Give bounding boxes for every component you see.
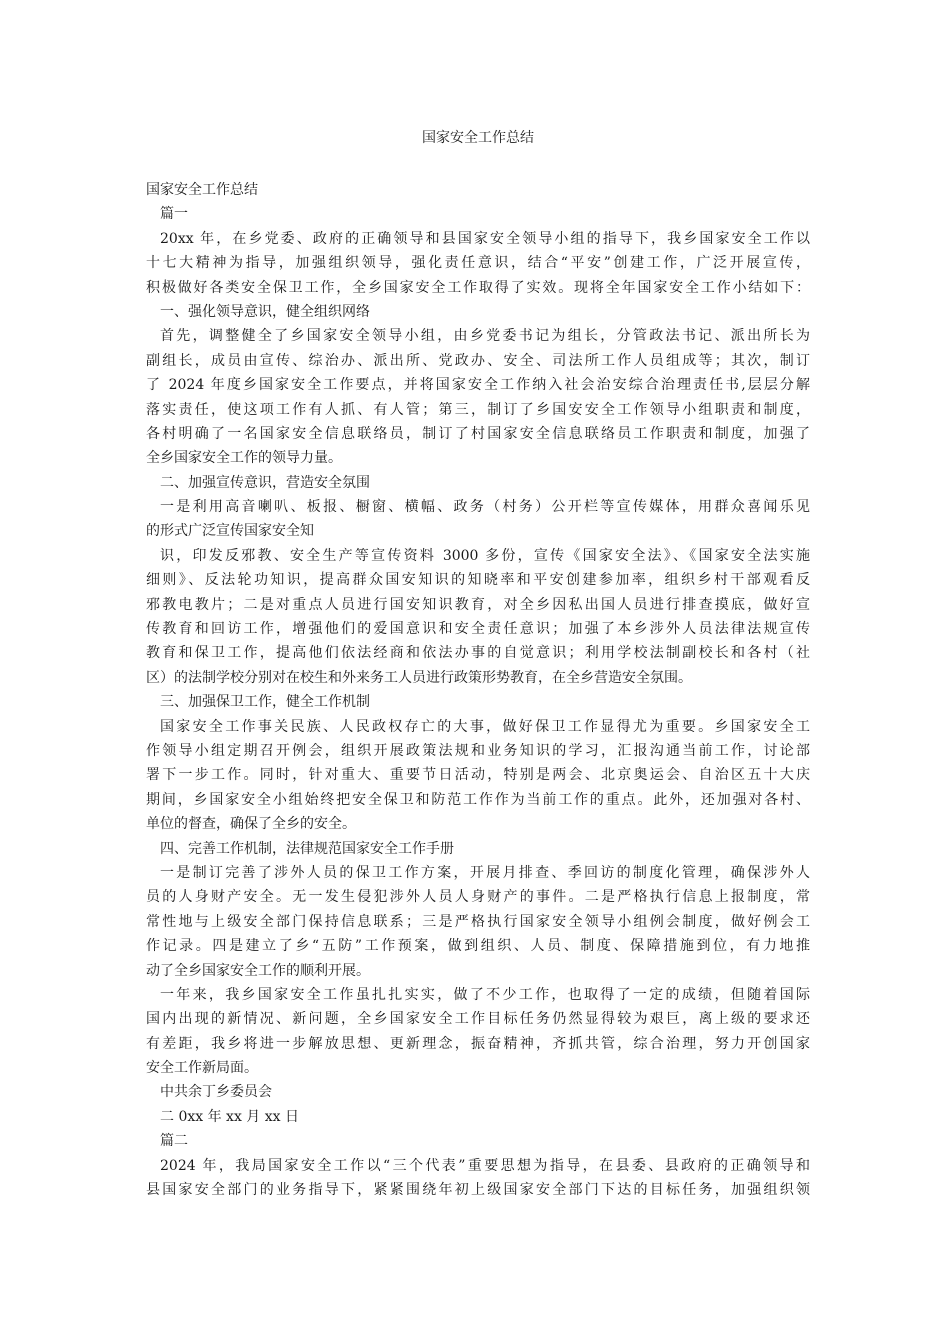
- paragraph-line: 二 0xx 年 xx 月 xx 日: [160, 1108, 299, 1125]
- paragraph-line: 邪教电教片；二是对重点人员进行国安知识教育，对全乡因私出国人员进行排查摸底，做好宣: [146, 596, 810, 613]
- paragraph-line: 首先，调整健全了乡国家安全领导小组，由乡党委书记为组长，分管政法书记、派出所长为: [160, 328, 810, 345]
- paragraph-line: 署下一步工作。同时，针对重大、重要节日活动，特别是两会、北京奥运会、自治区五十大庆: [146, 767, 810, 784]
- paragraph-line: 三、加强保卫工作，健全工作机制: [160, 694, 370, 711]
- paragraph-line: 一、强化领导意识，健全组织网络: [160, 303, 370, 320]
- paragraph-line: 积极做好各类安全保卫工作，全乡国家安全工作取得了实效。现将全年国家安全工作小结如下：: [146, 279, 810, 296]
- paragraph-line: 动了全乡国家安全工作的顺利开展。: [146, 962, 370, 979]
- paragraph-line: 国家安全工作总结: [146, 182, 258, 198]
- paragraph-line: 一年来，我乡国家安全工作虽扎扎实实，做了不少工作，也取得了一定的成绩，但随着国际: [160, 986, 810, 1003]
- paragraph-line: 中共余丁乡委员会: [160, 1084, 272, 1101]
- paragraph-line: 作记录。四是建立了乡“五防”工作预案，做到组织、人员、制度、保障措施到位，有力地推: [146, 938, 810, 955]
- paragraph-line: 作领导小组定期召开例会，组织开展政策法规和业务知识的学习，汇报沟通当前工作，讨论部: [146, 742, 810, 759]
- paragraph-line: 副组长，成员由宣传、综治办、派出所、党政办、安全、司法所工作人员组成等；其次，制订: [146, 352, 810, 369]
- paragraph-line: 十七大精神为指导，加强组织领导，强化责任意识，结合“平安”创建工作，广泛开展宣传，: [146, 255, 810, 272]
- paragraph-line: 篇一: [160, 206, 188, 223]
- paragraph-line: 一是制订完善了涉外人员的保卫工作方案，开展月排查、季回访的制度化管理，确保涉外人: [160, 864, 810, 881]
- paragraph-line: 县国家安全部门的业务指导下，紧紧围绕年初上级国家安全部门下达的目标任务，加强组织领: [146, 1182, 810, 1199]
- paragraph-line: 员的人身财产安全。无一发生侵犯涉外人员人身财产的事件。二是严格执行信息上报制度，常: [146, 889, 810, 906]
- paragraph-line: 国内出现的新情况、新问题，全乡国家安全工作目标任务仍然显得较为艰巨，离上级的要求还: [146, 1011, 810, 1028]
- paragraph-line: 传教育和回访工作，增强他们的爱国意识和安全责任意识；加强了本乡涉外人员法律法规宣传: [146, 621, 810, 638]
- paragraph-line: 单位的督查，确保了全乡的安全。: [146, 816, 356, 833]
- paragraph-line: 教育和保卫工作，提高他们依法经商和依法办事的自觉意识；利用学校法制副校长和各村（社: [146, 645, 810, 662]
- paragraph-line: 识，印发反邪教、安全生产等宣传资料 3000 多份，宣传《国家安全法》、《国家安全法实施: [160, 547, 810, 564]
- paragraph-line: 落实责任，使这项工作有人抓、有人管；第三，制订了乡国安安全工作领导小组职责和制度，: [146, 401, 810, 418]
- paragraph-line: 安全工作新局面。: [146, 1060, 258, 1077]
- paragraph-line: 全乡国家安全工作的领导力量。: [146, 450, 342, 467]
- paragraph-line: 一是利用高音喇叭、板报、橱窗、横幅、政务（村务）公开栏等宣传媒体，用群众喜闻乐见: [160, 499, 810, 516]
- paragraph-line: 各村明确了一名国家安全信息联络员，制订了村国家安全信息联络员工作职责和制度，加强了: [146, 425, 810, 442]
- paragraph-line: 了 2024 年度乡国家安全工作要点，并将国家安全工作纳入社会治安综合治理责任书,层层分解: [146, 377, 810, 394]
- paragraph-line: 常性地与上级安全部门保持信息联系；三是严格执行国家安全领导小组例会制度，做好例会工: [146, 913, 810, 930]
- paragraph-line: 篇二: [160, 1133, 188, 1150]
- paragraph-line: 20xx 年，在乡党委、政府的正确领导和县国家安全领导小组的指导下，我乡国家安全工作以: [160, 230, 810, 247]
- paragraph-line: 四、完善工作机制，法律规范国家安全工作手册: [160, 840, 454, 857]
- document-body: [146, 178, 810, 1202]
- paragraph-line: 国家安全工作事关民族、人民政权存亡的大事，做好保卫工作显得尤为重要。乡国家安全工: [160, 718, 810, 735]
- paragraph-line: 2024 年，我局国家安全工作以“三个代表”重要思想为指导，在县委、县政府的正确领导和: [160, 1157, 810, 1174]
- document-title: 国家安全工作总结: [422, 130, 534, 146]
- paragraph-line: 区）的法制学校分别对在校生和外来务工人员进行政策形势教育，在全乡营造安全氛围。: [146, 669, 692, 686]
- paragraph-line: 有差距，我乡将进一步解放思想、更新理念，振奋精神，齐抓共管，综合治理，努力开创国家: [146, 1035, 810, 1052]
- paragraph-line: 期间，乡国家安全小组始终把安全保卫和防范工作作为当前工作的重点。此外，还加强对各村、: [146, 791, 810, 808]
- paragraph-line: 二、加强宣传意识，营造安全氛围: [160, 474, 370, 491]
- paragraph-line: 细则》、反法轮功知识，提高群众国安知识的知晓率和平安创建参加率，组织乡村干部观看反: [146, 572, 810, 589]
- paragraph-line: 的形式广泛宣传国家安全知: [146, 523, 314, 540]
